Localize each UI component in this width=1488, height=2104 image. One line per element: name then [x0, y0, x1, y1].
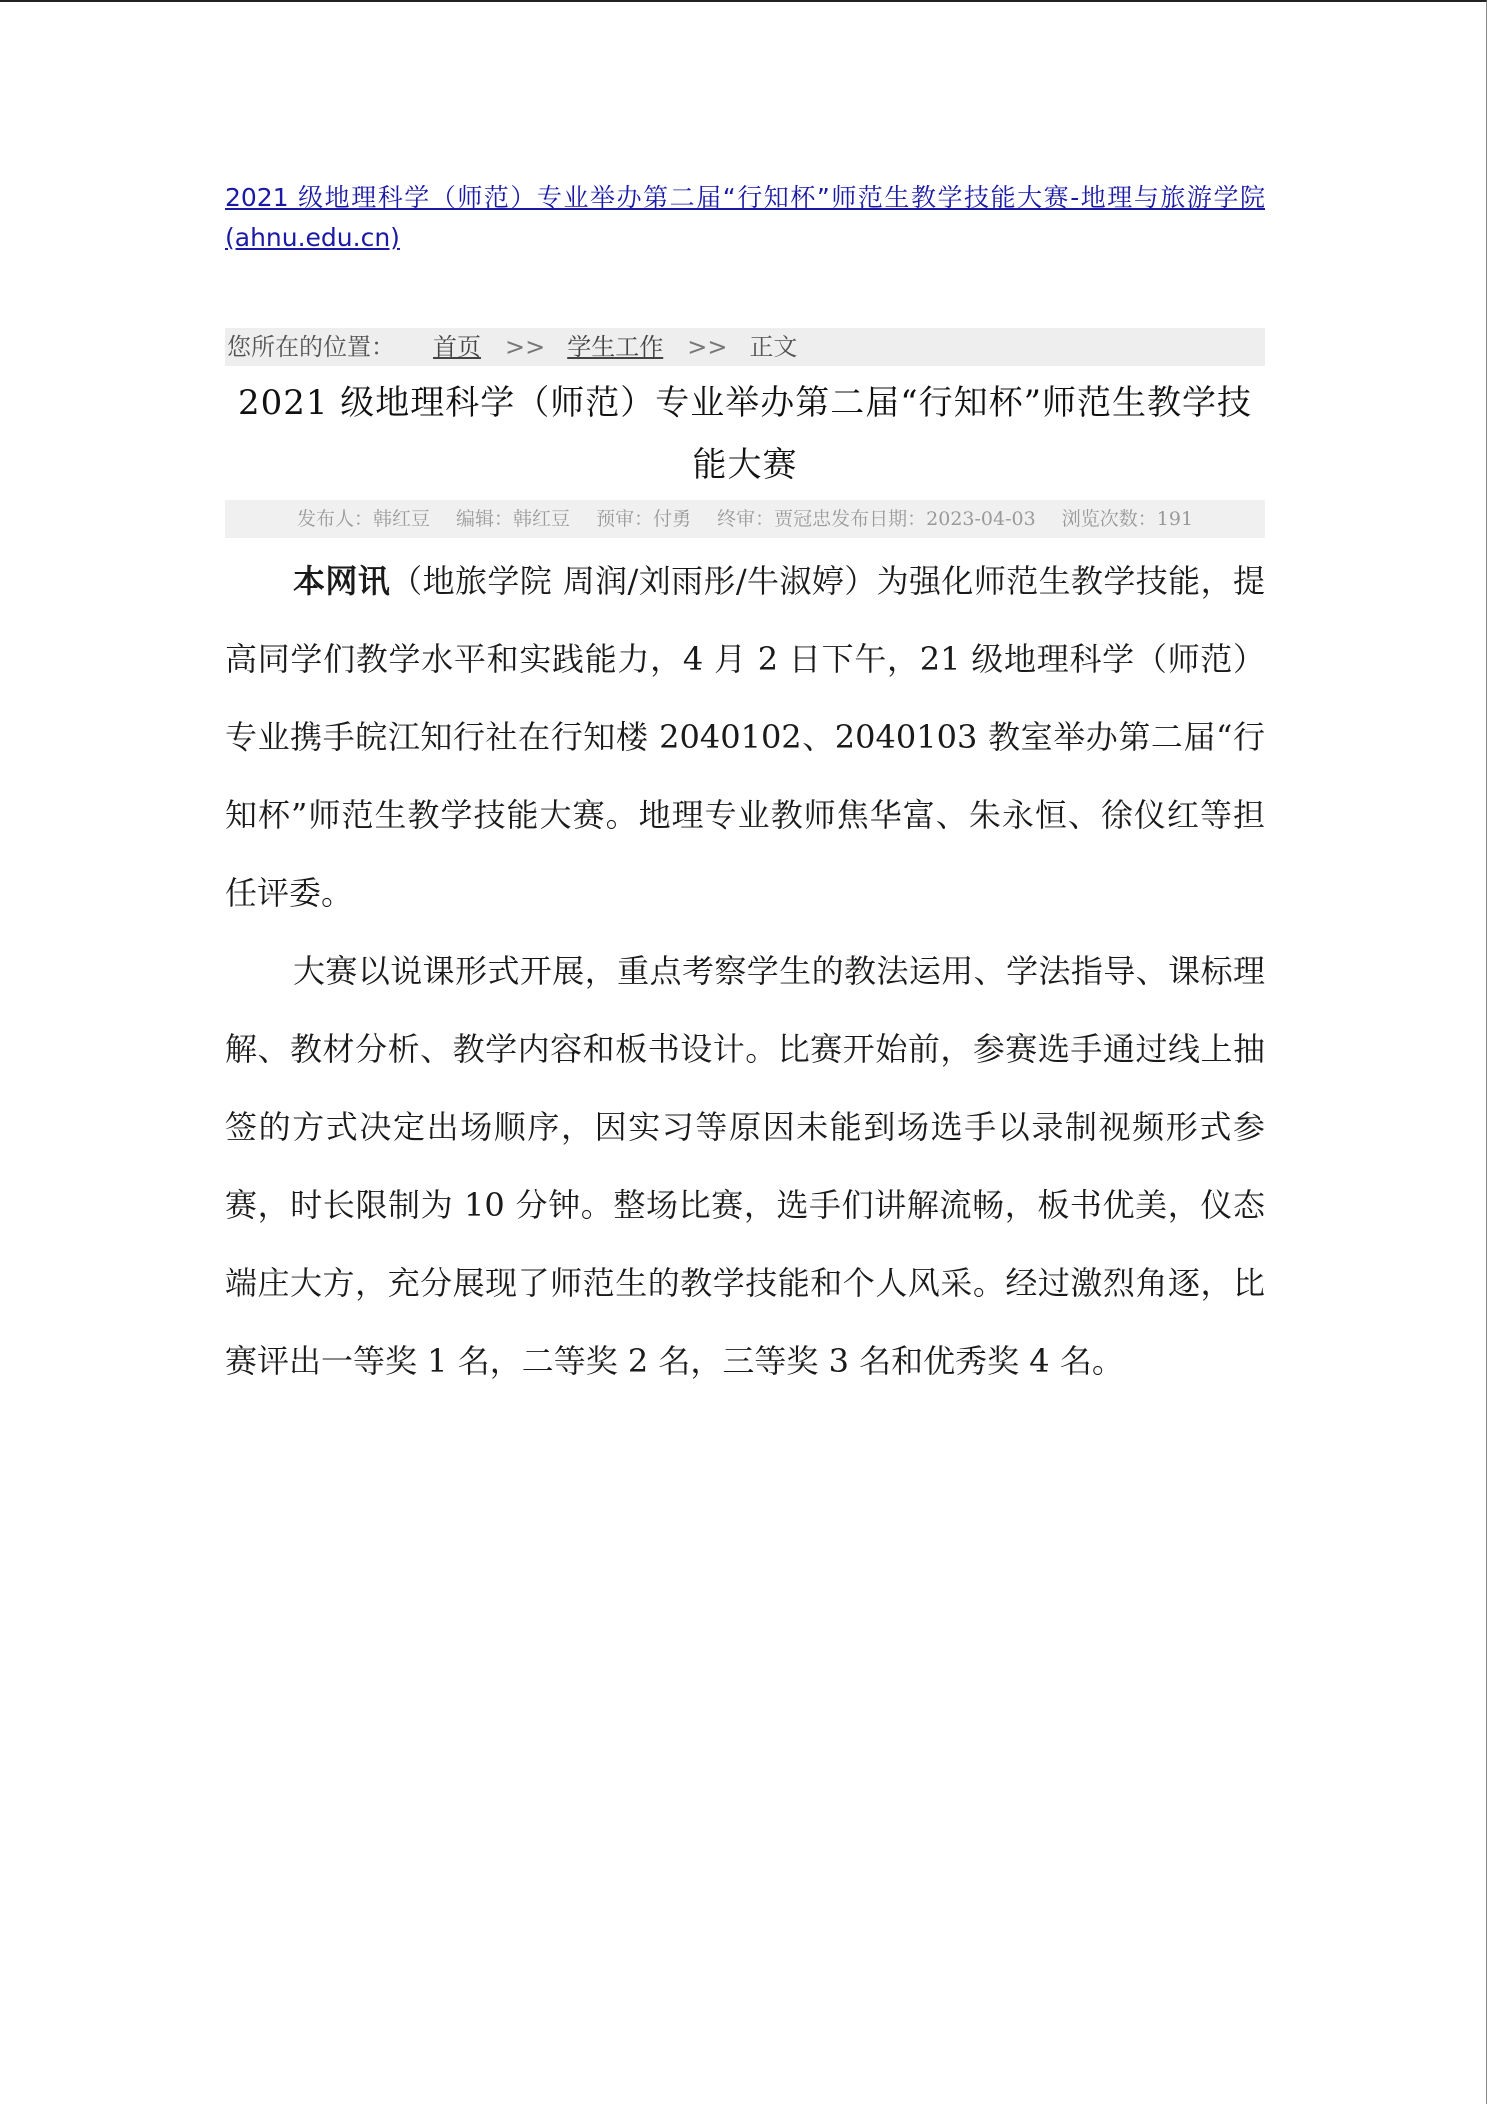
breadcrumb [225, 328, 1265, 366]
source-link-line1: 2021 级地理科学（师范）专业举办第二届“行知杯”师范生教学技能大赛-地理与旅游学院 [225, 183, 1265, 212]
breadcrumb-prefix: 您所在的位置： [227, 333, 395, 361]
article-paragraph [225, 542, 1265, 932]
article-paragraph [225, 932, 1265, 1400]
paragraph-text: 大赛以说课形式开展，重点考察学生的教法运用、学法指导、课标理解、教材分析、教学内容和板书设计。比赛开始前，参赛选手通过线上抽签的方式决定出场顺序，因实习等原因未能到场选手以录制视频形式参赛，时长限制为 10 分钟。整场比赛，选手们讲解流畅，板书优美，仪态端庄大方，充分展现了师范生的教学技能和个人风采。经过激烈角逐，比赛评出一等奖 1 名，二等奖 2 名，三等奖 3 名和优秀奖 4 名。 [225, 952, 1265, 1380]
article-meta [225, 500, 1265, 538]
breadcrumb-student-work-link[interactable]: 学生工作 [567, 333, 664, 361]
meta-final-review: 终审：贾冠忠 [717, 508, 832, 530]
source-link[interactable] [225, 178, 1265, 258]
meta-views: 浏览次数：191 [1061, 508, 1194, 530]
meta-publish-date: 发布日期：2023-04-03 [831, 508, 1036, 530]
paragraph-lead: 本网讯 [293, 562, 391, 600]
breadcrumb-separator: >> [687, 333, 728, 361]
meta-publisher: 发布人：韩红豆 [296, 508, 430, 530]
article-title: 2021 级地理科学（师范）专业举办第二届“行知杯”师范生教学技能大赛 [237, 383, 1253, 485]
meta-editor: 编辑：韩红豆 [456, 508, 571, 530]
breadcrumb-home-link[interactable]: 首页 [433, 333, 481, 361]
breadcrumb-separator: >> [505, 333, 546, 361]
meta-pre-review: 预审：付勇 [596, 508, 692, 530]
article-body [225, 542, 1265, 1400]
source-link-line2: (ahnu.edu.cn) [225, 223, 400, 252]
breadcrumb-current: 正文 [749, 333, 798, 361]
paragraph-text: （地旅学院 周润/刘雨彤/牛淑婷）为强化师范生教学技能，提高同学们教学水平和实践能力，4 月 2 日下午，21 级地理科学（师范）专业携手皖江知行社在行知楼 2040102、2040103 教室举办第二届“行知杯”师范生教学技能大赛。地理专业教师焦华富、朱永恒、徐仪红等担任评委。 [225, 562, 1265, 912]
document-content [225, 178, 1265, 1400]
